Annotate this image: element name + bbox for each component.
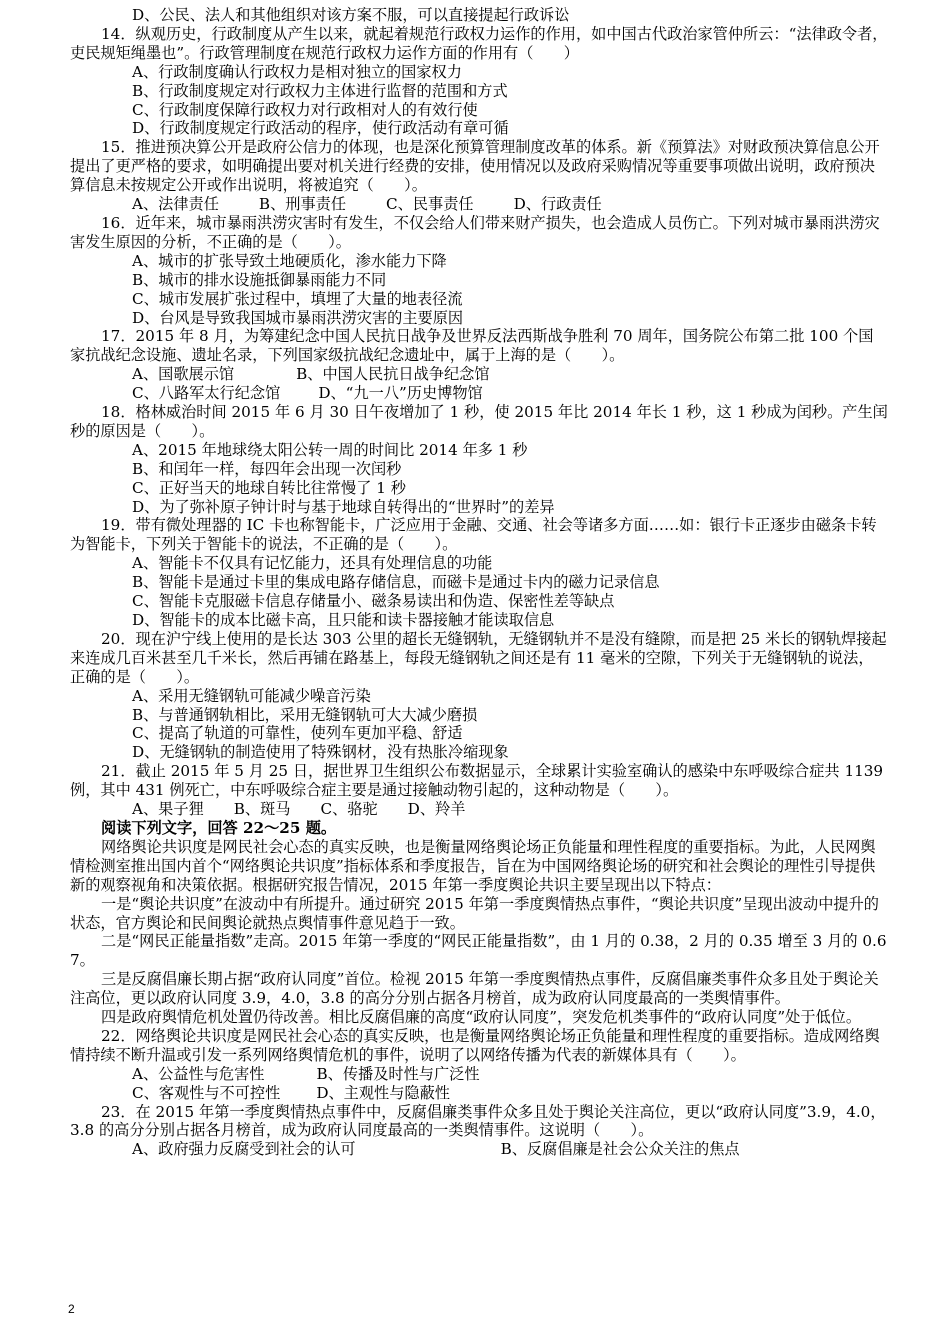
option-text: A、果子狸 — [132, 800, 204, 819]
option-text: B、斑马 — [233, 800, 291, 819]
option-row — [70, 800, 888, 819]
option-text: D、智能卡的成本比磁卡高，且只能和读卡器接触才能读取信息 — [132, 611, 555, 629]
option-text: B、传播及时性与广泛性 — [316, 1064, 480, 1083]
option-text: D、行政制度规定行政活动的程序，使行政活动有章可循 — [132, 119, 509, 138]
question-text: 16．近年来，城市暴雨洪涝灾害时有发生，不仅会给人们带来财产损失，也会造成人员伤亡。下列对城市暴雨洪涝灾害发生原因的分析，不正确的是（ ）。 — [70, 213, 880, 251]
option-text: C、八路军太行纪念馆 — [132, 384, 281, 403]
option-row — [70, 384, 888, 403]
question-text: 22．网络舆论共识度是网民社会心态的真实反映，也是衡量网络舆论场正负能量和理性程度的重要指标。造成网络舆情持续不断升温或引发一系列网络舆情危机的事件，说明了以网络传播为代表的新媒体具有（ ）。 — [70, 1026, 880, 1064]
option-row — [70, 1140, 888, 1159]
passage-paragraph: 四是政府舆情危机处置仍待改善。相比反腐倡廉的高度“政府认同度”，突发危机类事件的“政府认同度”处于低位。 — [101, 1008, 862, 1027]
option-text: B、智能卡是通过卡里的集成电路存储信息，而磁卡是通过卡内的磁力记录信息 — [132, 573, 660, 592]
option-text: A、行政制度确认行政权力是相对独立的国家权力 — [132, 62, 462, 81]
option-text: C、提高了轨道的可靠性，使列车更加平稳、舒适 — [132, 724, 463, 743]
option-text: A、采用无缝钢轨可能减少噪音污染 — [132, 686, 371, 705]
option-row — [70, 365, 888, 384]
option-text: C、骆驼 — [320, 800, 378, 819]
option-text: D、“九一八”历史博物馆 — [318, 384, 483, 403]
option-text: A、城市的扩张导致土地硬质化，渗水能力下降 — [132, 251, 447, 270]
question-text: 17．2015 年 8 月，为筹建纪念中国人民抗日战争及世界反法西斯战争胜利 70 周年，国务院公布第二批 100 个国家抗战纪念设施、遗址名录，下列国家级抗战纪念遗址中，属于上海的是（ ）。 — [70, 327, 874, 365]
option-text: B、行政制度规定对行政权力主体进行监督的范围和方式 — [132, 81, 508, 100]
option-text: D、为了弥补原子钟计时与基于地球自转得出的“世界时”的差异 — [132, 497, 555, 516]
question-text: 18．格林威治时间 2015 年 6 月 30 日午夜增加了 1 秒，使 2015 年比 2014 年长 1 秒，这 1 秒成为闰秒。产生闰秒的原因是（ ）。 — [70, 403, 888, 440]
passage-paragraph: 网络舆论共识度是网民社会心态的真实反映，也是衡量网络舆论场正负能量和理性程度的重要指标。为此，人民网舆情检测室推出国内首个“网络舆论共识度”指标体系和季度报告，旨在为中国网络舆论场的研究和社会舆论的理性引导提供新的观察视角和决策依据。根据研究报告情况，2015 年第一季度舆论共识主要呈现出以下特点： — [70, 837, 876, 894]
option-text: D、羚羊 — [407, 800, 466, 819]
option-row — [70, 1065, 888, 1084]
option-text: A、2015 年地球绕太阳公转一周的时间比 2014 年多 1 秒 — [132, 440, 528, 459]
option-text: D、公民、法人和其他组织对该方案不服，可以直接提起行政诉讼 — [132, 6, 570, 24]
option-text: C、行政制度保障行政权力对行政相对人的有效行使 — [132, 100, 478, 119]
option-text: B、反腐倡廉是社会公众关注的焦点 — [500, 1140, 740, 1159]
option-text: B、与普通钢轨相比，采用无缝钢轨可大大减少磨损 — [132, 705, 478, 724]
option-text: B、和闰年一样，每四年会出现一次闰秒 — [132, 459, 402, 478]
passage-paragraph: 二是“网民正能量指数”走高。2015 年第一季度的“网民正能量指数”，由 1 月的 0.38，2 月的 0.35 增至 3 月的 0.67。 — [70, 932, 887, 970]
option-text: C、智能卡克服磁卡信息存储量小、磁条易读出和伪造、保密性差等缺点 — [132, 592, 615, 611]
question-text: 19．带有微处理器的 IC 卡也称智能卡，广泛应用于金融、交通、社会等诸多方面……如：银行卡正逐步由磁条卡转为智能卡，下列关于智能卡的说法，不正确的是（ ）。 — [70, 516, 877, 554]
option-text: B、中国人民抗日战争纪念馆 — [296, 365, 490, 384]
option-row — [70, 1084, 888, 1103]
option-text: A、法律责任 — [132, 195, 219, 214]
question-text: 15．推进预决算公开是政府公信力的体现，也是深化预算管理制度改革的体系。新《预算法》对财政预决算信息公开提出了更严格的要求，如明确提出要对机关进行经费的安排，使用情况以及政府采购情况等重要事项做出说明，政府预决算信息未按规定公开或作出说明，将被追究（ ）。 — [70, 138, 880, 195]
option-text: C、城市发展扩张过程中，填埋了大量的地表径流 — [132, 289, 463, 308]
option-text: B、城市的排水设施抵御暴雨能力不同 — [132, 270, 387, 289]
option-text: C、正好当天的地球自转比往常慢了 1 秒 — [132, 478, 406, 497]
option-text: D、台风是导致我国城市暴雨洪涝灾害的主要原因 — [132, 308, 464, 327]
question-text: 14．纵观历史，行政制度从产生以来，就起着规范行政权力运作的作用，如中国古代政治家管仲所云：“法律政令者，吏民规矩绳墨也”。行政管理制度在规范行政权力运作方面的作用有（ ） — [70, 24, 888, 62]
option-text: D、行政责任 — [513, 195, 602, 214]
option-text: A、国歌展示馆 — [132, 365, 235, 384]
option-text: A、政府强力反腐受到社会的认可 — [132, 1140, 356, 1159]
option-text: A、智能卡不仅具有记忆能力，还具有处理信息的功能 — [132, 554, 493, 573]
option-text: B、刑事责任 — [258, 195, 347, 214]
question-text: 20．现在沪宁线上使用的是长达 303 公里的超长无缝钢轨，无缝钢轨并不是没有缝隙，而是把 25 米长的钢轨焊接起来连成几百米甚至几千米长，然后再铺在路基上，每段无缝钢轨之间还是有 11 毫米的空隙，下列关于无缝钢轨的说法，正确的是（ ）。 — [70, 629, 887, 686]
question-text: 23．在 2015 年第一季度舆情热点事件中，反腐倡廉类事件众多且处于舆论关注高位，更以“政府认同度”3.9，4.0，3.8 的高分分别占据各月榜首，成为政府认同度最高的一类舆情事件。这说明（ ）。 — [70, 1102, 886, 1140]
document-body — [70, 6, 888, 1159]
option-text: C、客观性与不可控性 — [132, 1083, 281, 1102]
option-text: A、公益性与危害性 — [132, 1064, 265, 1083]
option-row — [70, 195, 888, 214]
section-heading: 阅读下列文字，回答 22～25 题。 — [101, 818, 337, 837]
option-text: D、无缝钢轨的制造使用了特殊钢材，没有热胀冷缩现象 — [132, 743, 509, 762]
option-text: D、主观性与隐蔽性 — [316, 1083, 450, 1102]
page-number: 2 — [68, 1302, 75, 1316]
passage-paragraph: 一是“舆论共识度”在波动中有所提升。通过研究 2015 年第一季度舆情热点事件，“舆论共识度”呈现出波动中提升的状态，官方舆论和民间舆论就热点舆情事件意见趋于一致。 — [70, 894, 879, 932]
passage-paragraph: 三是反腐倡廉长期占据“政府认同度”首位。检视 2015 年第一季度舆情热点事件，反腐倡廉类事件众多且处于舆论关注高位，更以政府认同度 3.9，4.0，3.8 的高分分别占据各月榜首，成为政府认同度最高的一类舆情事件。 — [70, 970, 879, 1008]
option-text: C、民事责任 — [386, 195, 474, 214]
question-text: 21．截止 2015 年 5 月 25 日，据世界卫生组织公布数据显示，全球累计实验室确认的感染中东呼吸综合症共 1139 例，其中 431 例死亡，中东呼吸综合症主要是通过接触动物引起的，这种动物是（ ）。 — [70, 762, 884, 800]
